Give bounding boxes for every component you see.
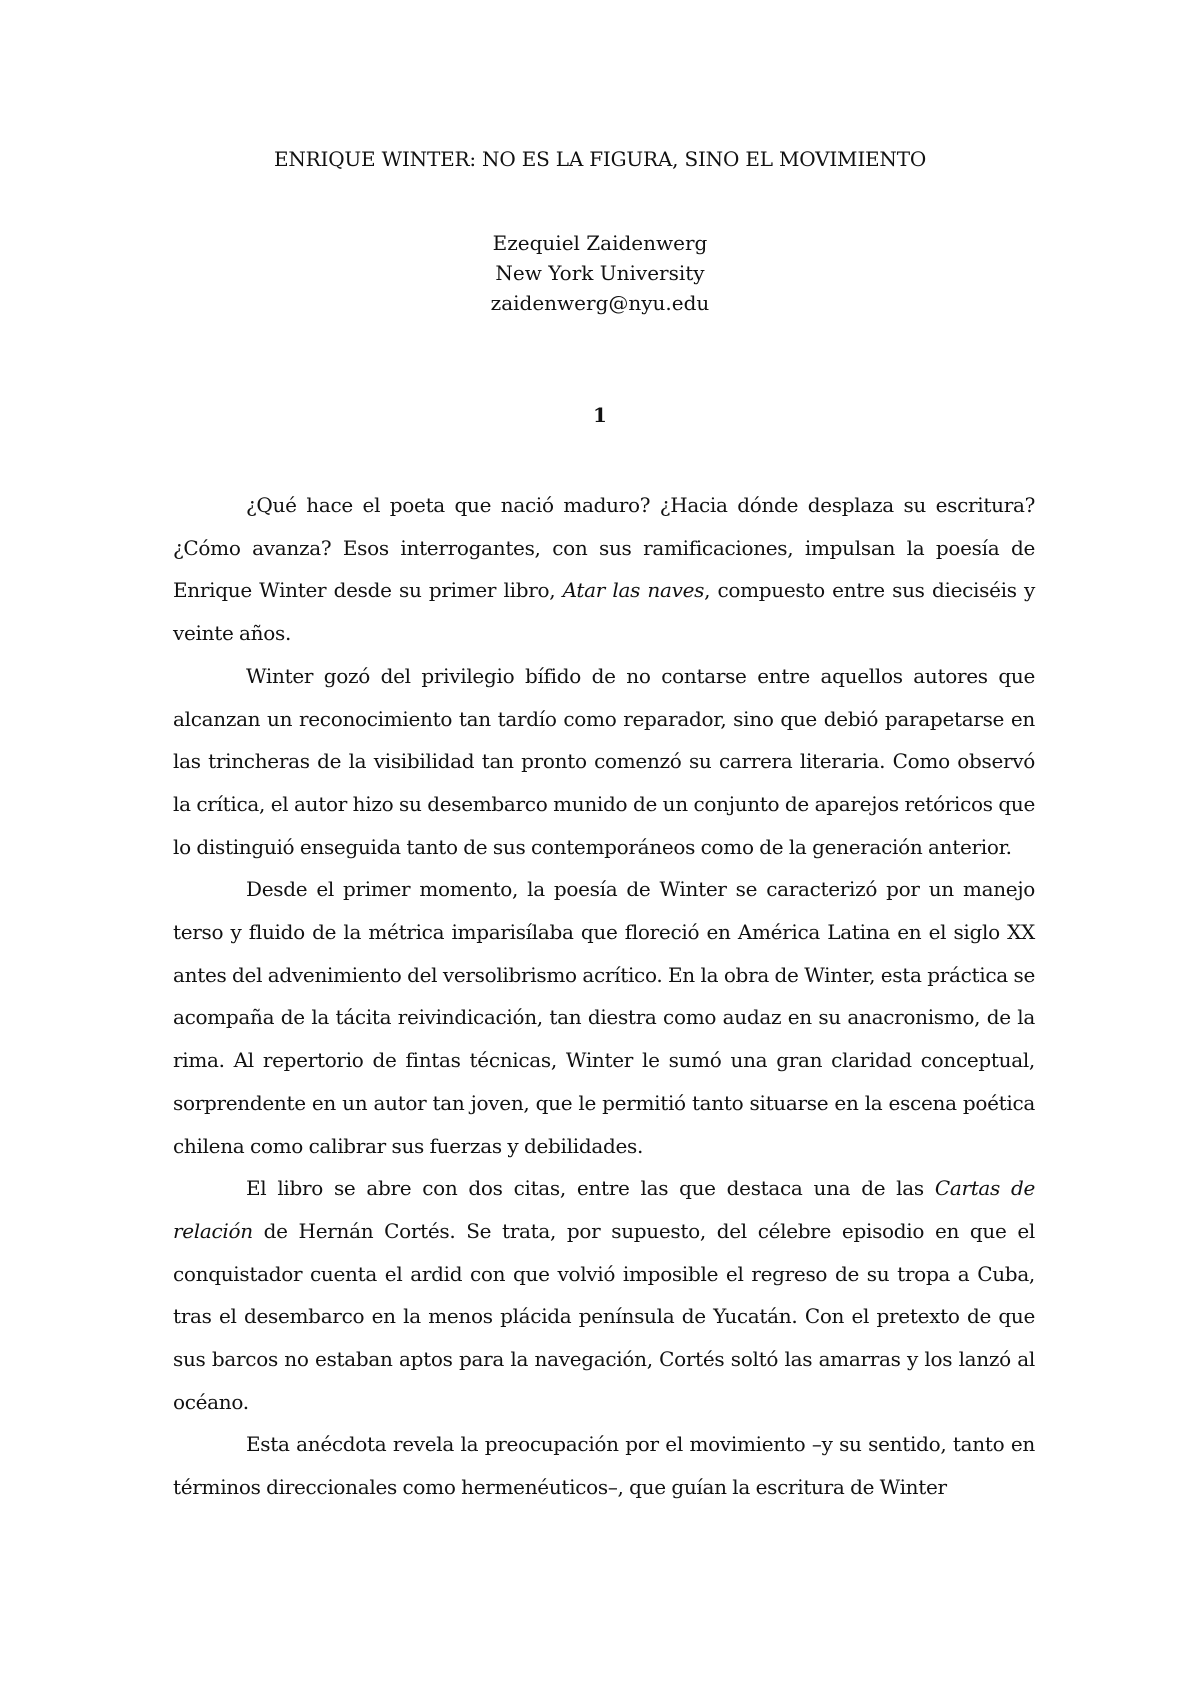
body-text: [173, 484, 1035, 1509]
body-paragraph: [173, 484, 1035, 655]
body-paragraph: [173, 1423, 1035, 1508]
section-number: 1: [593, 403, 607, 427]
author-name: Ezequiel Zaidenwerg: [492, 231, 708, 255]
paragraph-text: Esta anécdota revela la preocupación por el movimiento –y su sentido, tanto en términos direccionales como hermenéuticos–, que guían la escritura de Winter: [173, 1432, 1035, 1500]
paragraph-text: , compuesto entre sus dieciséis y veinte años.: [173, 578, 1035, 646]
body-paragraph: [173, 655, 1035, 869]
paragraph-text: ¿Qué hace el poeta que nació maduro? ¿Hacia dónde desplaza su escritura? ¿Cómo avanza? Esos interrogantes, con sus ramificaciones, impulsan la poesía de Enrique Winter desde su primer libro,: [173, 493, 1035, 603]
body-paragraph: [173, 868, 1035, 1167]
author-email: zaidenwerg@nyu.edu: [490, 291, 710, 315]
paragraph-text: Desde el primer momento, la poesía de Winter se caracterizó por un manejo terso y fluido de la métrica imparisílaba que floreció en América Latina en el siglo XX antes del advenimiento del versolibrismo acrítico. En la obra de Winter, esta práctica se acompaña de la tácita reivindicación, tan diestra como audaz en su anacronismo, de la rima. Al repertorio de fintas técnicas, Winter le sumó una gran claridad conceptual, sorprendente en un autor tan joven, que le permitió tanto situarse en la escena poética chilena como calibrar sus fuerzas y debilidades.: [173, 877, 1035, 1158]
italic-title-text: Cartas de relación: [173, 1176, 1036, 1243]
body-paragraph: [173, 1167, 1035, 1423]
italic-title-text: Atar las naves: [562, 578, 705, 603]
author-block: [0, 228, 1200, 318]
paper-title: ENRIQUE WINTER: NO ES LA FIGURA, SINO EL MOVIMIENTO: [273, 147, 927, 171]
paragraph-text: Winter gozó del privilegio bífido de no contarse entre aquellos autores que alcanzan un reconocimiento tan tardío como reparador, sino que debió parapetarse en las trincheras de la visibilidad tan pronto comenzó su carrera literaria. Como observó la crítica, el autor hizo su desembarco munido de un conjunto de aparejos retóricos que lo distinguió enseguida tanto de sus contemporáneos como de la generación anterior.: [173, 663, 1035, 859]
author-affiliation: New York University: [495, 261, 705, 285]
paragraph-text: de Hernán Cortés. Se trata, por supuesto, del célebre episodio en que el conquistador cuenta el ardid con que volvió imposible el regreso de su tropa a Cuba, tras el desembarco en la menos plácida península de Yucatán. Con el pretexto de que sus barcos no estaban aptos para la navegación, Cortés soltó las amarras y los lanzó al océano.: [173, 1218, 1035, 1414]
paragraph-text: El libro se abre con dos citas, entre las que destaca una de las: [246, 1176, 935, 1201]
